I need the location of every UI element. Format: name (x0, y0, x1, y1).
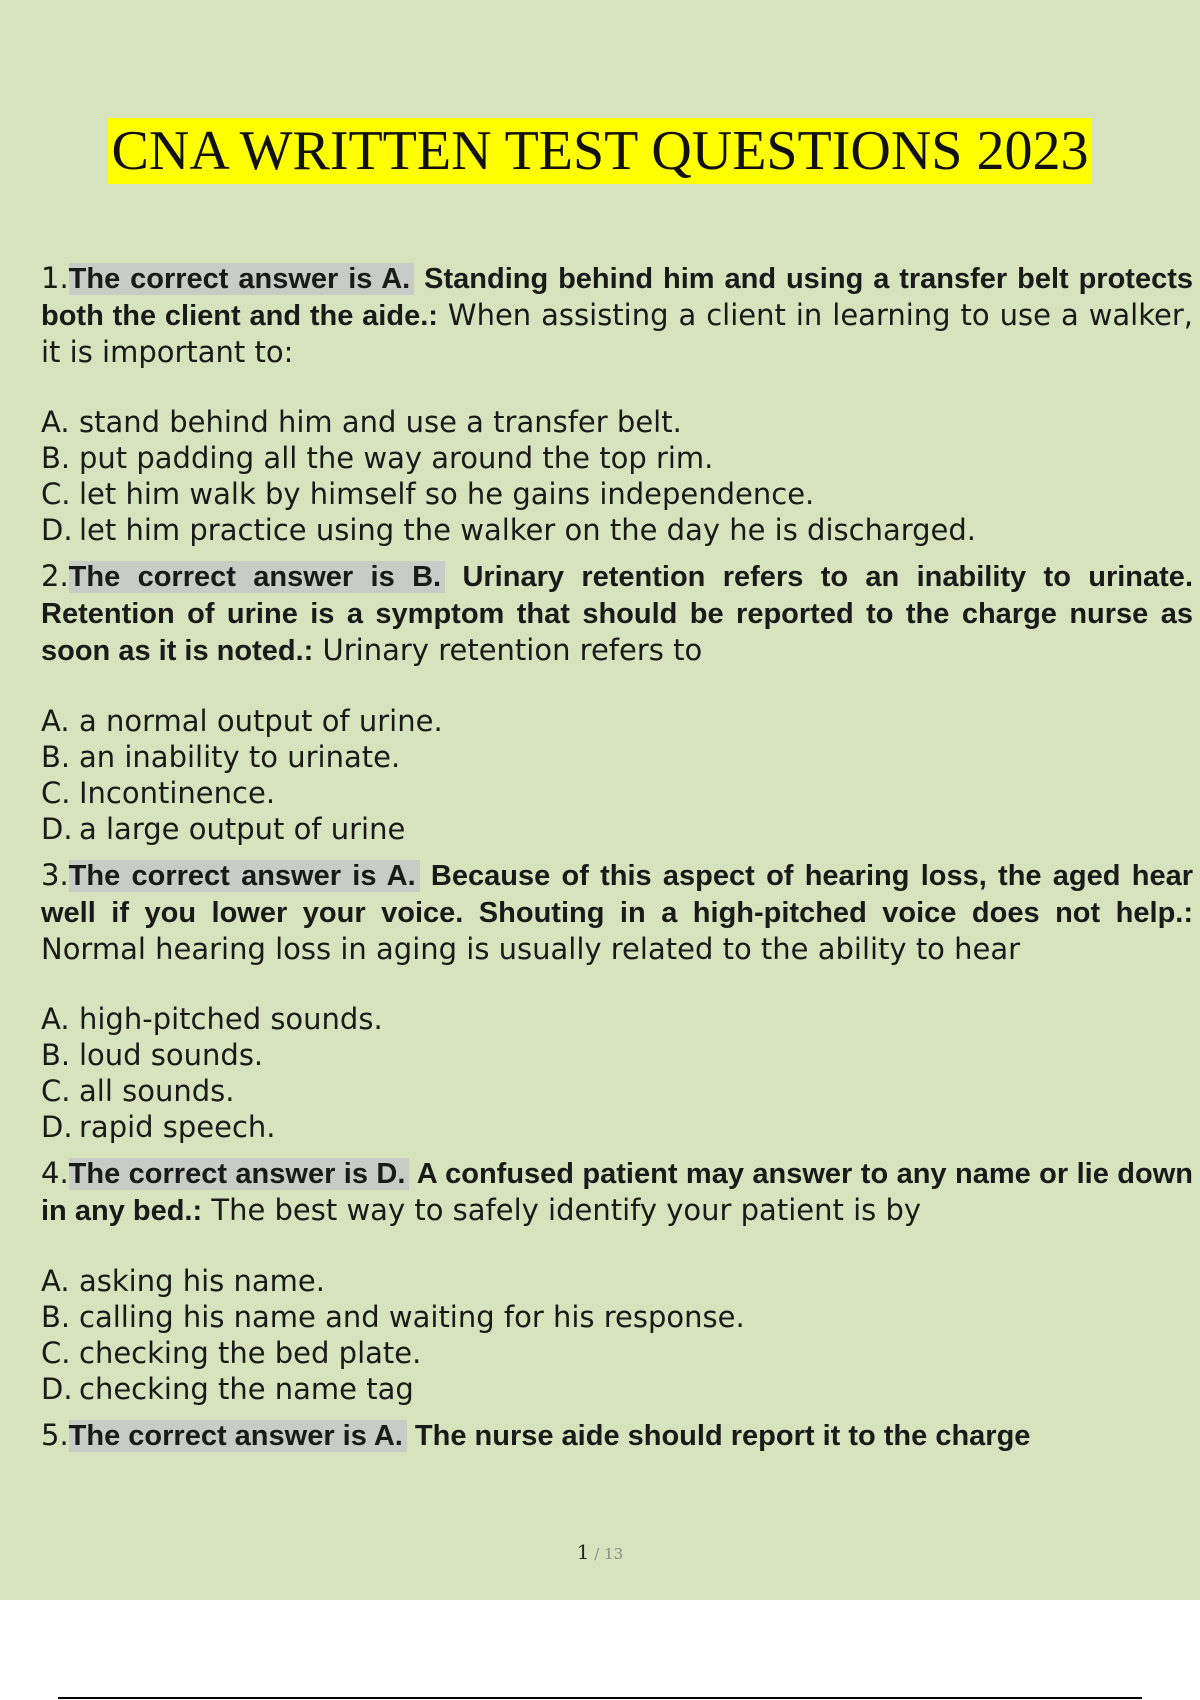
option-item (41, 1001, 1193, 1037)
question-text (41, 1417, 1193, 1454)
option-text: a normal output of urine. (79, 704, 443, 738)
option-letter: D. (41, 513, 73, 547)
answer-explanation: Urinary retention refers to an inability to urinate. Retention of urine is a symptom that should be reported to the charge nurse as soon as it is noted.: (41, 561, 1193, 667)
total-pages: / 13 (589, 1545, 624, 1563)
option-text: stand behind him and use a transfer belt. (79, 405, 682, 439)
question-number: 5. (41, 1418, 69, 1452)
option-text: an inability to urinate. (79, 740, 401, 774)
option-letter: D. (41, 1372, 73, 1406)
correct-answer-highlight: The correct answer is A. (69, 1420, 407, 1452)
correct-answer-highlight: The correct answer is D. (69, 1158, 410, 1190)
option-item (41, 1371, 1193, 1407)
option-text: let him walk by himself so he gains independence. (79, 477, 815, 511)
question-text (41, 260, 1193, 370)
option-text: loud sounds. (79, 1038, 264, 1072)
question-3 (41, 857, 1193, 1145)
question-number: 4. (41, 1156, 69, 1190)
option-item (41, 1335, 1193, 1371)
page-divider (58, 1697, 1142, 1699)
question-4 (41, 1155, 1193, 1407)
option-letter: B. (41, 441, 71, 475)
question-prompt: Normal hearing loss in aging is usually related to the ability to hear (41, 932, 1021, 966)
option-letter: D. (41, 1110, 73, 1144)
question-2 (41, 558, 1193, 847)
option-letter: C. (41, 1074, 71, 1108)
option-letter: A. (41, 704, 70, 738)
question-text (41, 1155, 1193, 1229)
option-text: calling his name and waiting for his response. (79, 1300, 745, 1334)
option-item (41, 739, 1193, 775)
option-item (41, 440, 1193, 476)
option-list (41, 1263, 1193, 1407)
question-text (41, 558, 1193, 669)
option-letter: B. (41, 1038, 71, 1072)
option-letter: B. (41, 1300, 71, 1334)
question-prompt: When assisting a client in learning to use a walker, it is important to: (41, 298, 1193, 369)
option-item (41, 775, 1193, 811)
question-1 (41, 260, 1193, 548)
option-letter: A. (41, 405, 70, 439)
answer-explanation: Standing behind him and using a transfer belt protects both the client and the aide.: (41, 263, 1193, 332)
option-item (41, 476, 1193, 512)
option-letter: B. (41, 740, 71, 774)
correct-answer-highlight: The correct answer is A. (69, 860, 420, 892)
option-item (41, 703, 1193, 739)
option-item (41, 1109, 1193, 1145)
option-item (41, 512, 1193, 548)
question-number: 2. (41, 559, 69, 593)
question-number: 3. (41, 858, 69, 892)
answer-explanation: The nurse aide should report it to the charge (406, 1420, 1031, 1452)
option-letter: C. (41, 776, 71, 810)
option-letter: C. (41, 477, 71, 511)
question-prompt: The best way to safely identify your patient is by (202, 1193, 922, 1227)
option-text: high-pitched sounds. (79, 1002, 383, 1036)
option-letter: A. (41, 1002, 70, 1036)
option-list (41, 404, 1193, 548)
option-list (41, 1001, 1193, 1145)
option-text: all sounds. (79, 1074, 235, 1108)
option-text: let him practice using the walker on the day he is discharged. (79, 513, 977, 547)
option-text: Incontinence. (79, 776, 276, 810)
question-prompt: Urinary retention refers to (313, 633, 703, 667)
option-letter: A. (41, 1264, 70, 1298)
option-item (41, 1299, 1193, 1335)
option-text: checking the name tag (79, 1372, 414, 1406)
question-5 (41, 1417, 1193, 1454)
option-item (41, 811, 1193, 847)
title-wrap (0, 118, 1200, 184)
option-letter: D. (41, 812, 73, 846)
question-number: 1. (41, 261, 69, 295)
page-title: CNA WRITTEN TEST QUESTIONS 2023 (108, 118, 1093, 184)
page-indicator (0, 1540, 1200, 1564)
current-page-number: 1 (576, 1540, 590, 1564)
option-item (41, 1037, 1193, 1073)
option-text: checking the bed plate. (79, 1336, 422, 1370)
option-list (41, 703, 1193, 847)
correct-answer-highlight: The correct answer is A. (69, 263, 415, 295)
correct-answer-highlight: The correct answer is B. (69, 561, 445, 593)
option-letter: C. (41, 1336, 71, 1370)
option-item (41, 404, 1193, 440)
option-text: asking his name. (79, 1264, 325, 1298)
option-item (41, 1073, 1193, 1109)
option-text: put padding all the way around the top rim. (79, 441, 714, 475)
question-text (41, 857, 1193, 967)
answer-explanation: Because of this aspect of hearing loss, the aged hear well if you lower your voice. Shouting in a high-pitched voice does not help.: (41, 860, 1194, 929)
option-text: a large output of urine (79, 812, 406, 846)
question-list (41, 260, 1193, 1464)
answer-explanation: A confused patient may answer to any name or lie down in any bed.: (41, 1158, 1194, 1227)
option-text: rapid speech. (79, 1110, 276, 1144)
option-item (41, 1263, 1193, 1299)
